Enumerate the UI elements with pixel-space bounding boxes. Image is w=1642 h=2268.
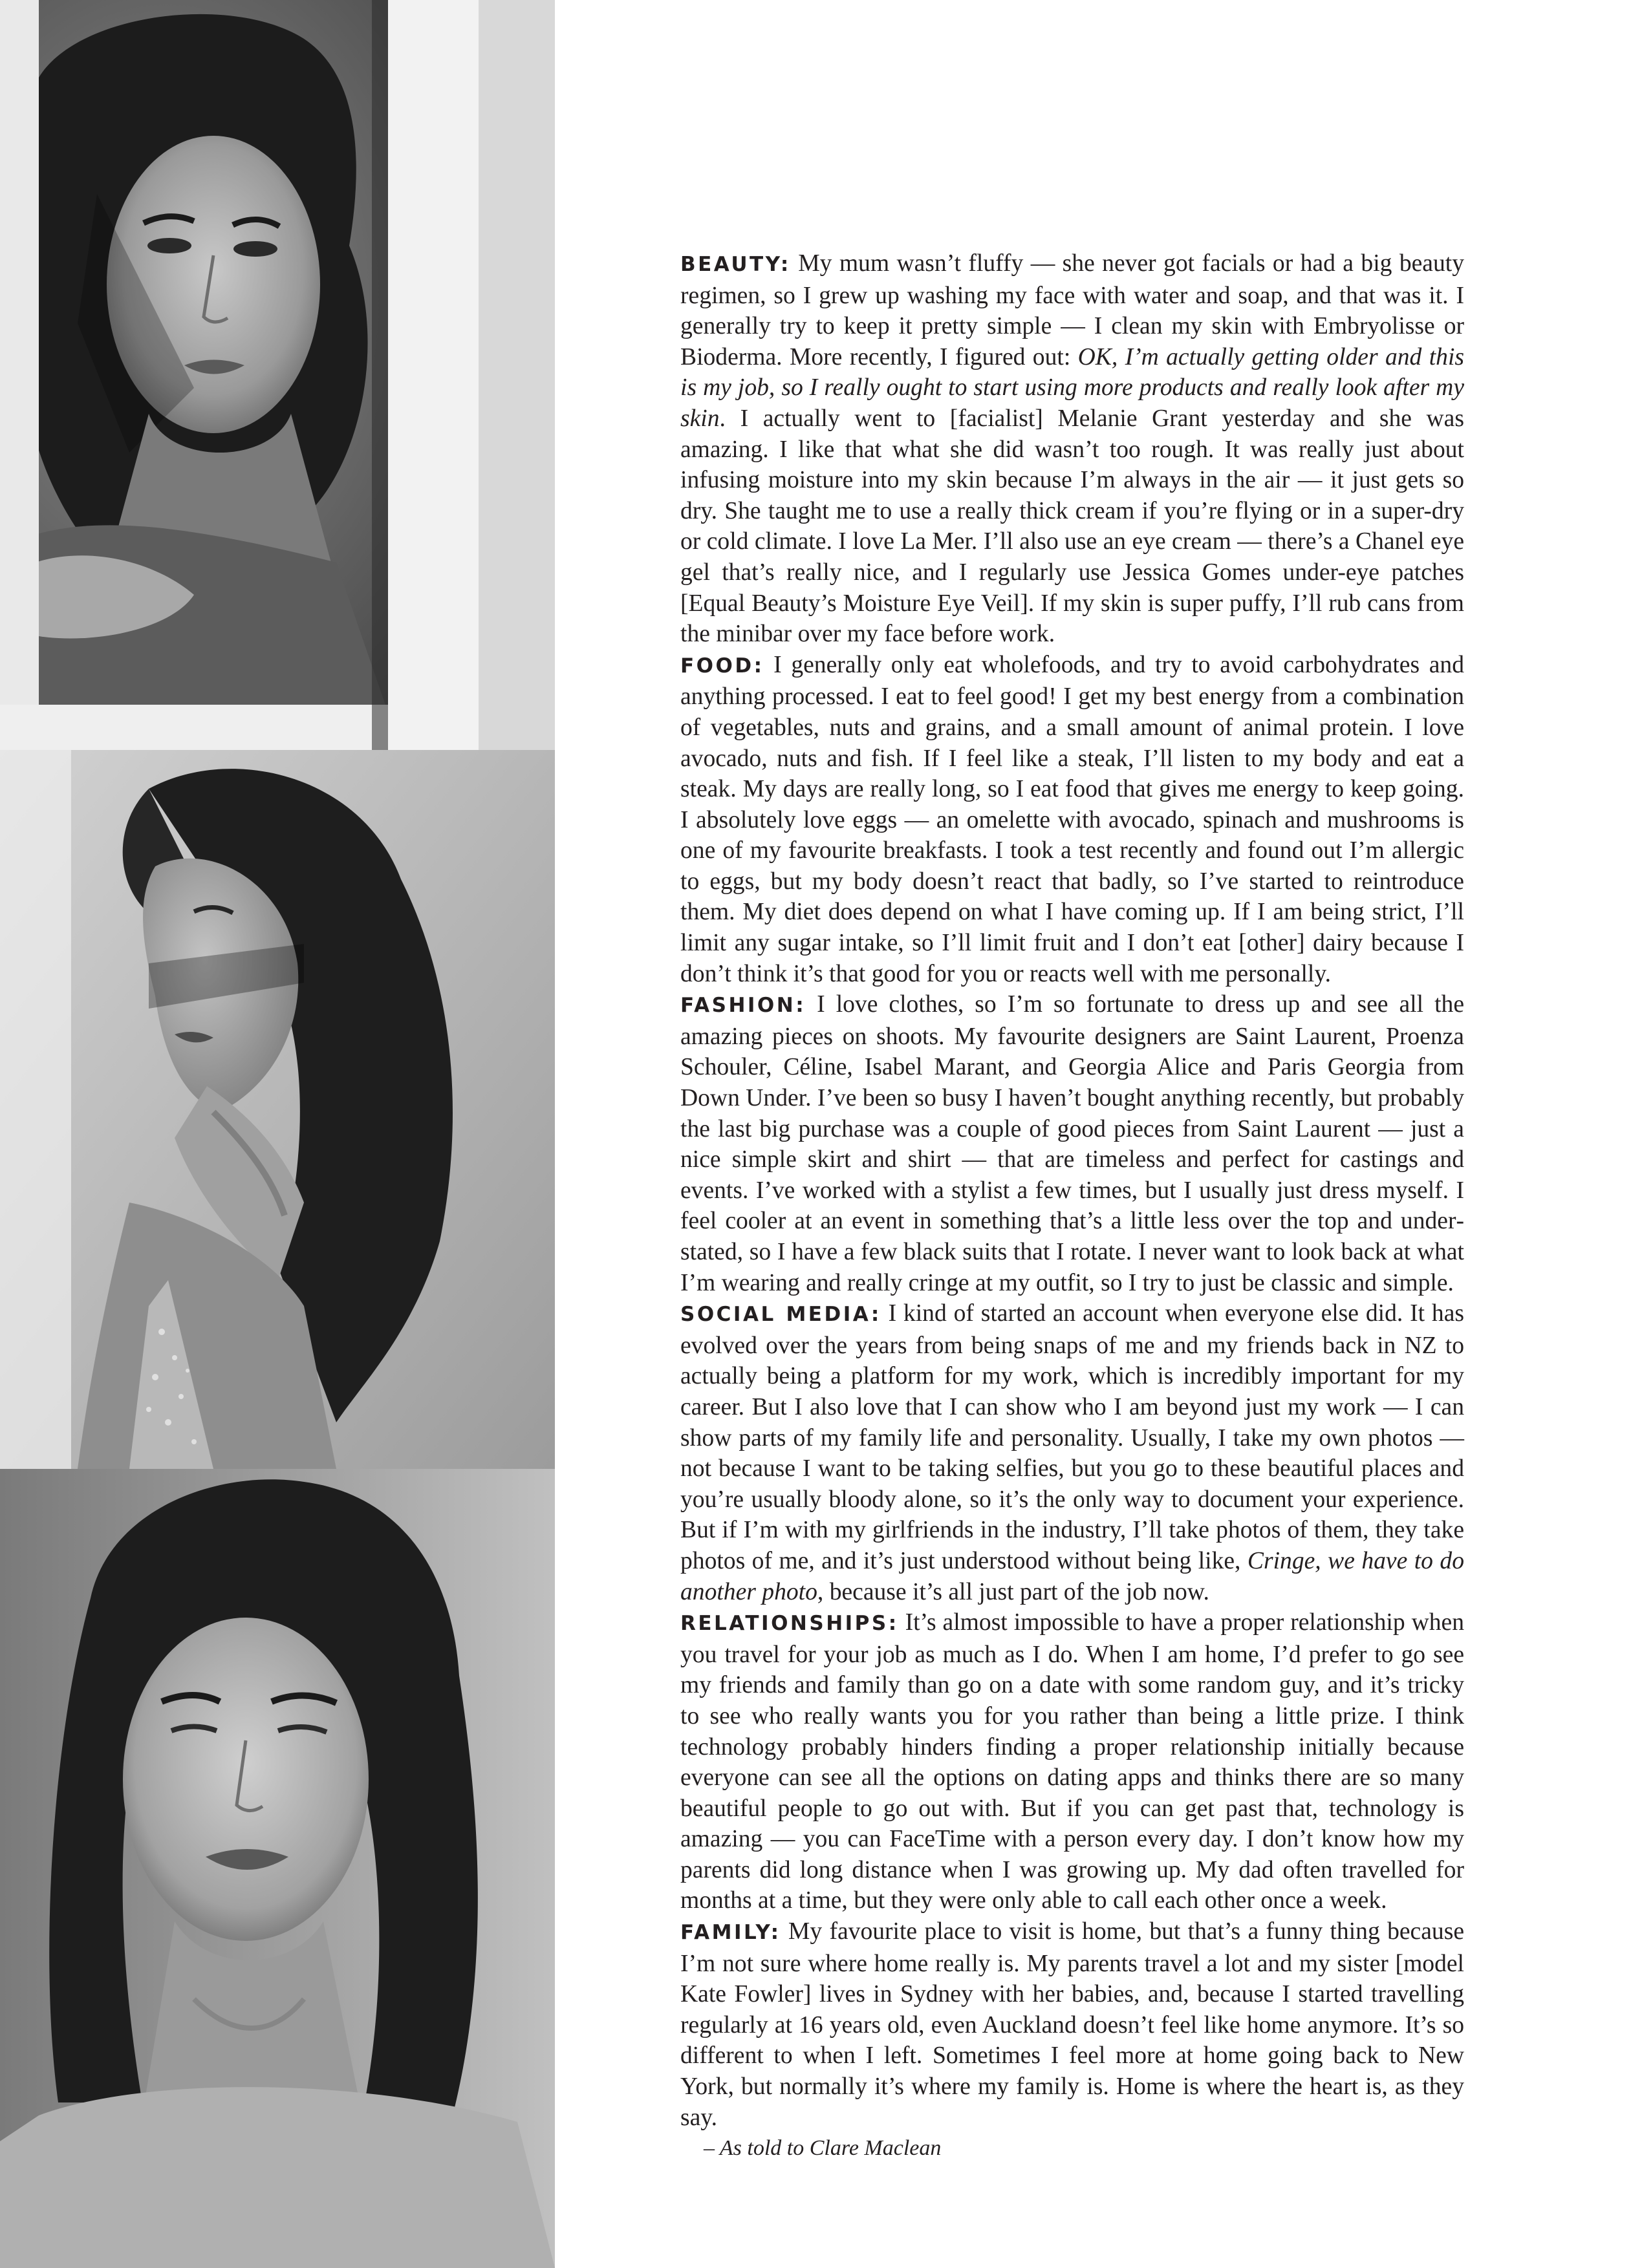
section-food — [680, 650, 1464, 990]
italic-quote: Cringe, we have to do another photo — [680, 1547, 1464, 1605]
byline: – As told to Clare Maclean — [704, 2136, 942, 2161]
section-text: . I actually went to [facialist] Melanie Grant yesterday and she was amazing. I like that what she did wasn’t too rough. It was really just about infusing moisture into my skin because I’m always in the air — it just gets so dry. She taught me to use a really thick cream if you’re flying or in a super-dry or cold climate. I love La Mer. I’ll also use an eye cream — there’s a Chanel eye gel that’s really nice, and I regularly use Jessica Gomes under-eye patches [Equal Beauty’s Moisture Eye Veil]. If my skin is super puffy, I’ll rub cans from the minibar over my face before work. — [680, 405, 1464, 648]
article-body — [680, 248, 1464, 2164]
portrait-image-2 — [0, 750, 555, 1469]
section-text: I kind of started an account when everyone else did. It has evolved over the years from being snaps of me and my friends back in NZ to actually being a platform for my work, which is incredibly important for my career. But I also love that I can show who I am beyond just my work — I can show parts of my family life and personality. Usually, I take my own photos — not because I want to be taking selfies, but you go to these beautiful places and you’re usually bloody alone, so it’s the only way to document your experience. But if I’m with my girlfriends in the industry, I’ll take photos of them, they take photos of me, and it’s just understood without being like, — [680, 1300, 1464, 1574]
section-heading-beauty: BEAUTY: — [680, 253, 791, 276]
section-heading-relationships: RELATIONSHIPS: — [680, 1612, 899, 1636]
portrait-photo-1 — [0, 0, 555, 750]
section-beauty — [680, 248, 1464, 650]
section-text: It’s almost impossible to have a proper relationship when you travel for your job as much as I do. When I am home, I’d prefer to go see my friends and family than go on a date with some random guy, and it’s tricky to see who really wants you for you rather than being a little prize. I think technology probably hinders finding a proper relationship initially because everyone can see all the options on dating apps and thinks there are so many beautiful people to go out with. But if you can get past that, technology is amazing — you can FaceTime with a person every day. I don’t know how my parents did long distance when I was growing up. My dad often travelled for months at a time, but they were only able to call each other once a week. — [680, 1609, 1464, 1914]
section-text: I generally only eat wholefoods, and try to avoid carbohydrates and anything processed. I eat to feel good! I get my best energy from a combination of vegetables, nuts and grains, and a small amount of animal protein. I love avocado, nuts and fish. If I feel like a steak, I’ll listen to my body and eat a steak. My days are really long, so I eat food that gives me energy to keep going. I absolutely love eggs — an omelette with avocado, spinach and mushrooms is one of my favourite breakfasts. I took a test recently and found out I’m allergic to eggs, but my body doesn’t react that badly, so I’ve started to reintroduce them. My diet does depend on what I have coming up. If I am being strict, I’ll limit any sugar intake, so I’ll limit fruit and I don’t eat [other] dairy because I don’t think it’s that good for you or reacts well with me personally. — [680, 651, 1464, 987]
section-relationships — [680, 1607, 1464, 1916]
italic-quote: OK, I’m actually getting older and this is my job, so I really ought to start using more products and really look after my skin — [680, 343, 1465, 432]
section-social-media — [680, 1298, 1464, 1607]
section-text: My favourite place to visit is home, but that’s a funny thing because I’m not sure where home really is. My parents travel a lot and my sister [model Kate Fowler] lives in Sydney with her babies, and, because I started travelling regularly at 16 years old, even Auckland doesn’t feel like home anymore. It’s so different to when I left. Sometimes I feel more at home going back to New York, but normally it’s where my family is. Home is where the heart is, as they say. — [680, 1918, 1464, 2131]
section-fashion — [680, 989, 1464, 1298]
section-family — [680, 1916, 1464, 2133]
section-text: My mum wasn’t fluffy — she never got facials or had a big beauty regimen, so I grew up washing my face with water and soap, and that was it. I generally try to keep it pretty simple — I clean my skin with Embryolisse or Bioderma. More recently, I figured out: — [680, 250, 1464, 370]
portrait-image-1 — [0, 0, 555, 750]
portrait-photo-3 — [0, 1469, 555, 2268]
section-text: , because it’s all just part of the job now. — [817, 1578, 1209, 1605]
section-heading-fashion: FASHION: — [680, 994, 806, 1018]
portrait-image-3 — [0, 1469, 555, 2268]
section-text: I love clothes, so I’m so fortunate to dress up and see all the amazing pieces on shoots. My favourite designers are Saint Laurent, Proenza Schouler, Céline, Isabel Marant, and Georgia Alice and Paris Georgia from Down Under. I’ve been so busy I haven’t bought anything recently, but probably the last big purchase was a couple of good pieces from Saint Laurent — just a nice simple skirt and shirt — that are timeless and perfect for castings and events. I’ve worked with a stylist a few times, but I usually just dress myself. I feel cooler at an event in something that’s a little less over the top and understated, so I have a few black suits that I rotate. I never want to look back at what I’m wearing and really cringe at my outfit, so I try to just be classic and simple. — [680, 991, 1464, 1296]
section-heading-social-media: SOCIAL MEDIA: — [680, 1303, 881, 1327]
section-heading-family: FAMILY: — [680, 1921, 781, 1945]
section-heading-food: FOOD: — [680, 654, 764, 678]
portrait-photo-2 — [0, 750, 555, 1469]
photo-strip — [0, 0, 555, 2268]
